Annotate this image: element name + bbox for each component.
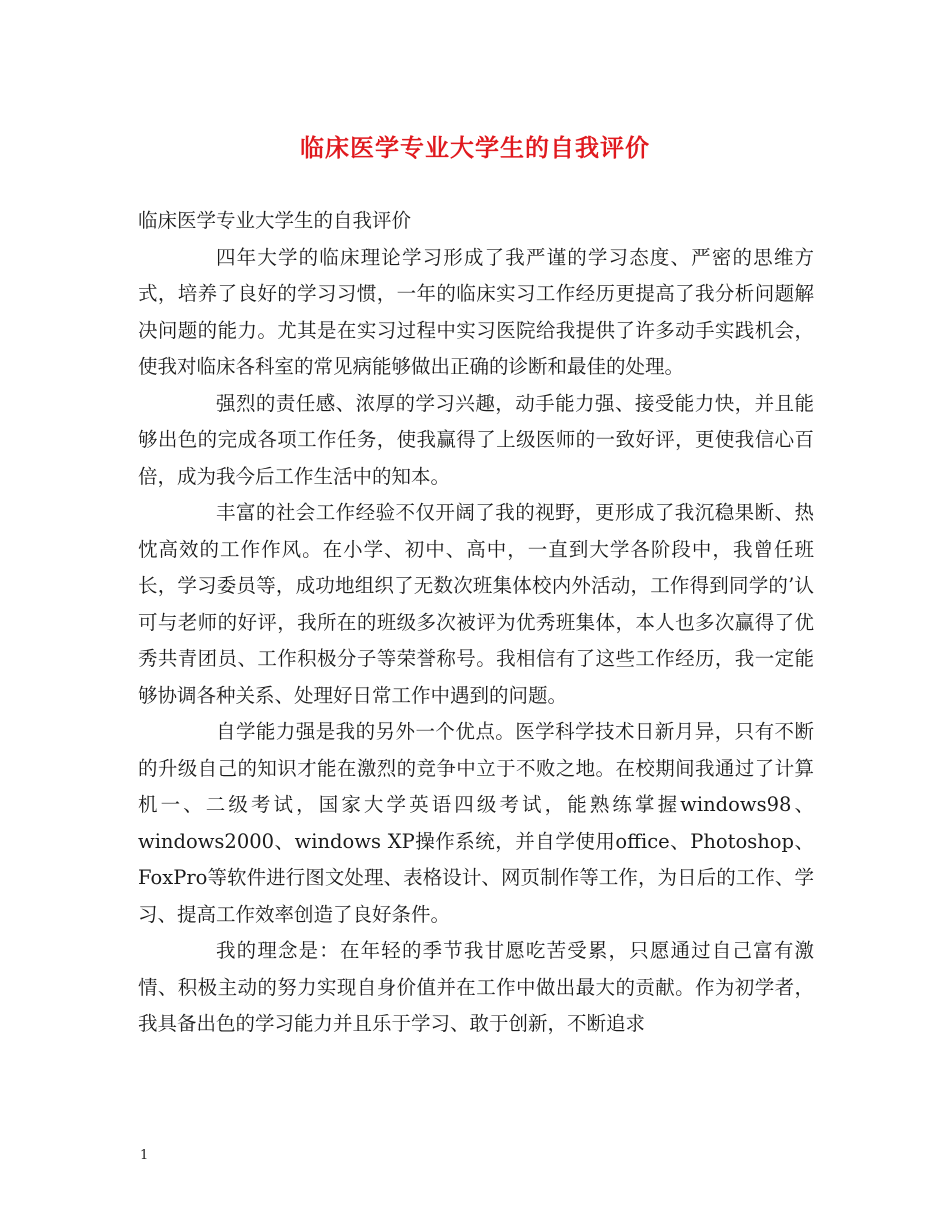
paragraph-1: 四年大学的临床理论学习形成了我严谨的学习态度、严密的思维方式，培养了良好的学习习惯，一年的临床实习工作经历更提高了我分析问题解决问题的能力。尤其是在实习过程中实习医院给我提供了许多动手实践机会，使我对临床各科室的常见病能够做出正确的诊断和最佳的处理。: [138, 245, 814, 378]
page-number: 1: [140, 1148, 149, 1163]
document-subtitle: 临床医学专业大学生的自我评价: [138, 209, 412, 232]
paragraph-3: 丰富的社会工作经验不仅开阔了我的视野，更形成了我沉稳果断、热忱高效的工作作风。在小学、初中、高中，一直到大学各阶段中，我曾任班长，学习委员等，成功地组织了无数次班集体校内外活动，工作得到同学的’认可与老师的好评，我所在的班级多次被评为优秀班集体，本人也多次赢得了优秀共青团员、工作积极分子等荣誉称号。我相信有了这些工作经历，我一定能够协调各种关系、处理好日常工作中遇到的问题。: [138, 501, 814, 707]
paragraph-4: 自学能力强是我的另外一个优点。医学科学技术日新月异，只有不断的升级自己的知识才能在激烈的竞争中立于不败之地。在校期间我通过了计算机一、二级考试，国家大学英语四级考试，能熟练掌握windows98、windows2000、windows XP操作系统，并自学使用office、Photoshop、FoxPro等软件进行图文处理、表格设计、网页制作等工作，为日后的工作、学习、提高工作效率创造了良好条件。: [138, 720, 814, 926]
paragraph-5: 我的理念是：在年轻的季节我甘愿吃苦受累，只愿通过自己富有激情、积极主动的努力实现自身价值并在工作中做出最大的贡献。作为初学者，我具备出色的学习能力并且乐于学习、敢于创新，不断追求: [138, 939, 814, 1035]
document-body: [138, 203, 814, 1043]
document-title: 临床医学专业大学生的自我评价: [300, 133, 650, 162]
paragraph-2: 强烈的责任感、浓厚的学习兴趣，动手能力强、接受能力快，并且能够出色的完成各项工作任务，使我赢得了上级医师的一致好评，更使我信心百倍，成为我今后工作生活中的知本。: [138, 391, 814, 488]
